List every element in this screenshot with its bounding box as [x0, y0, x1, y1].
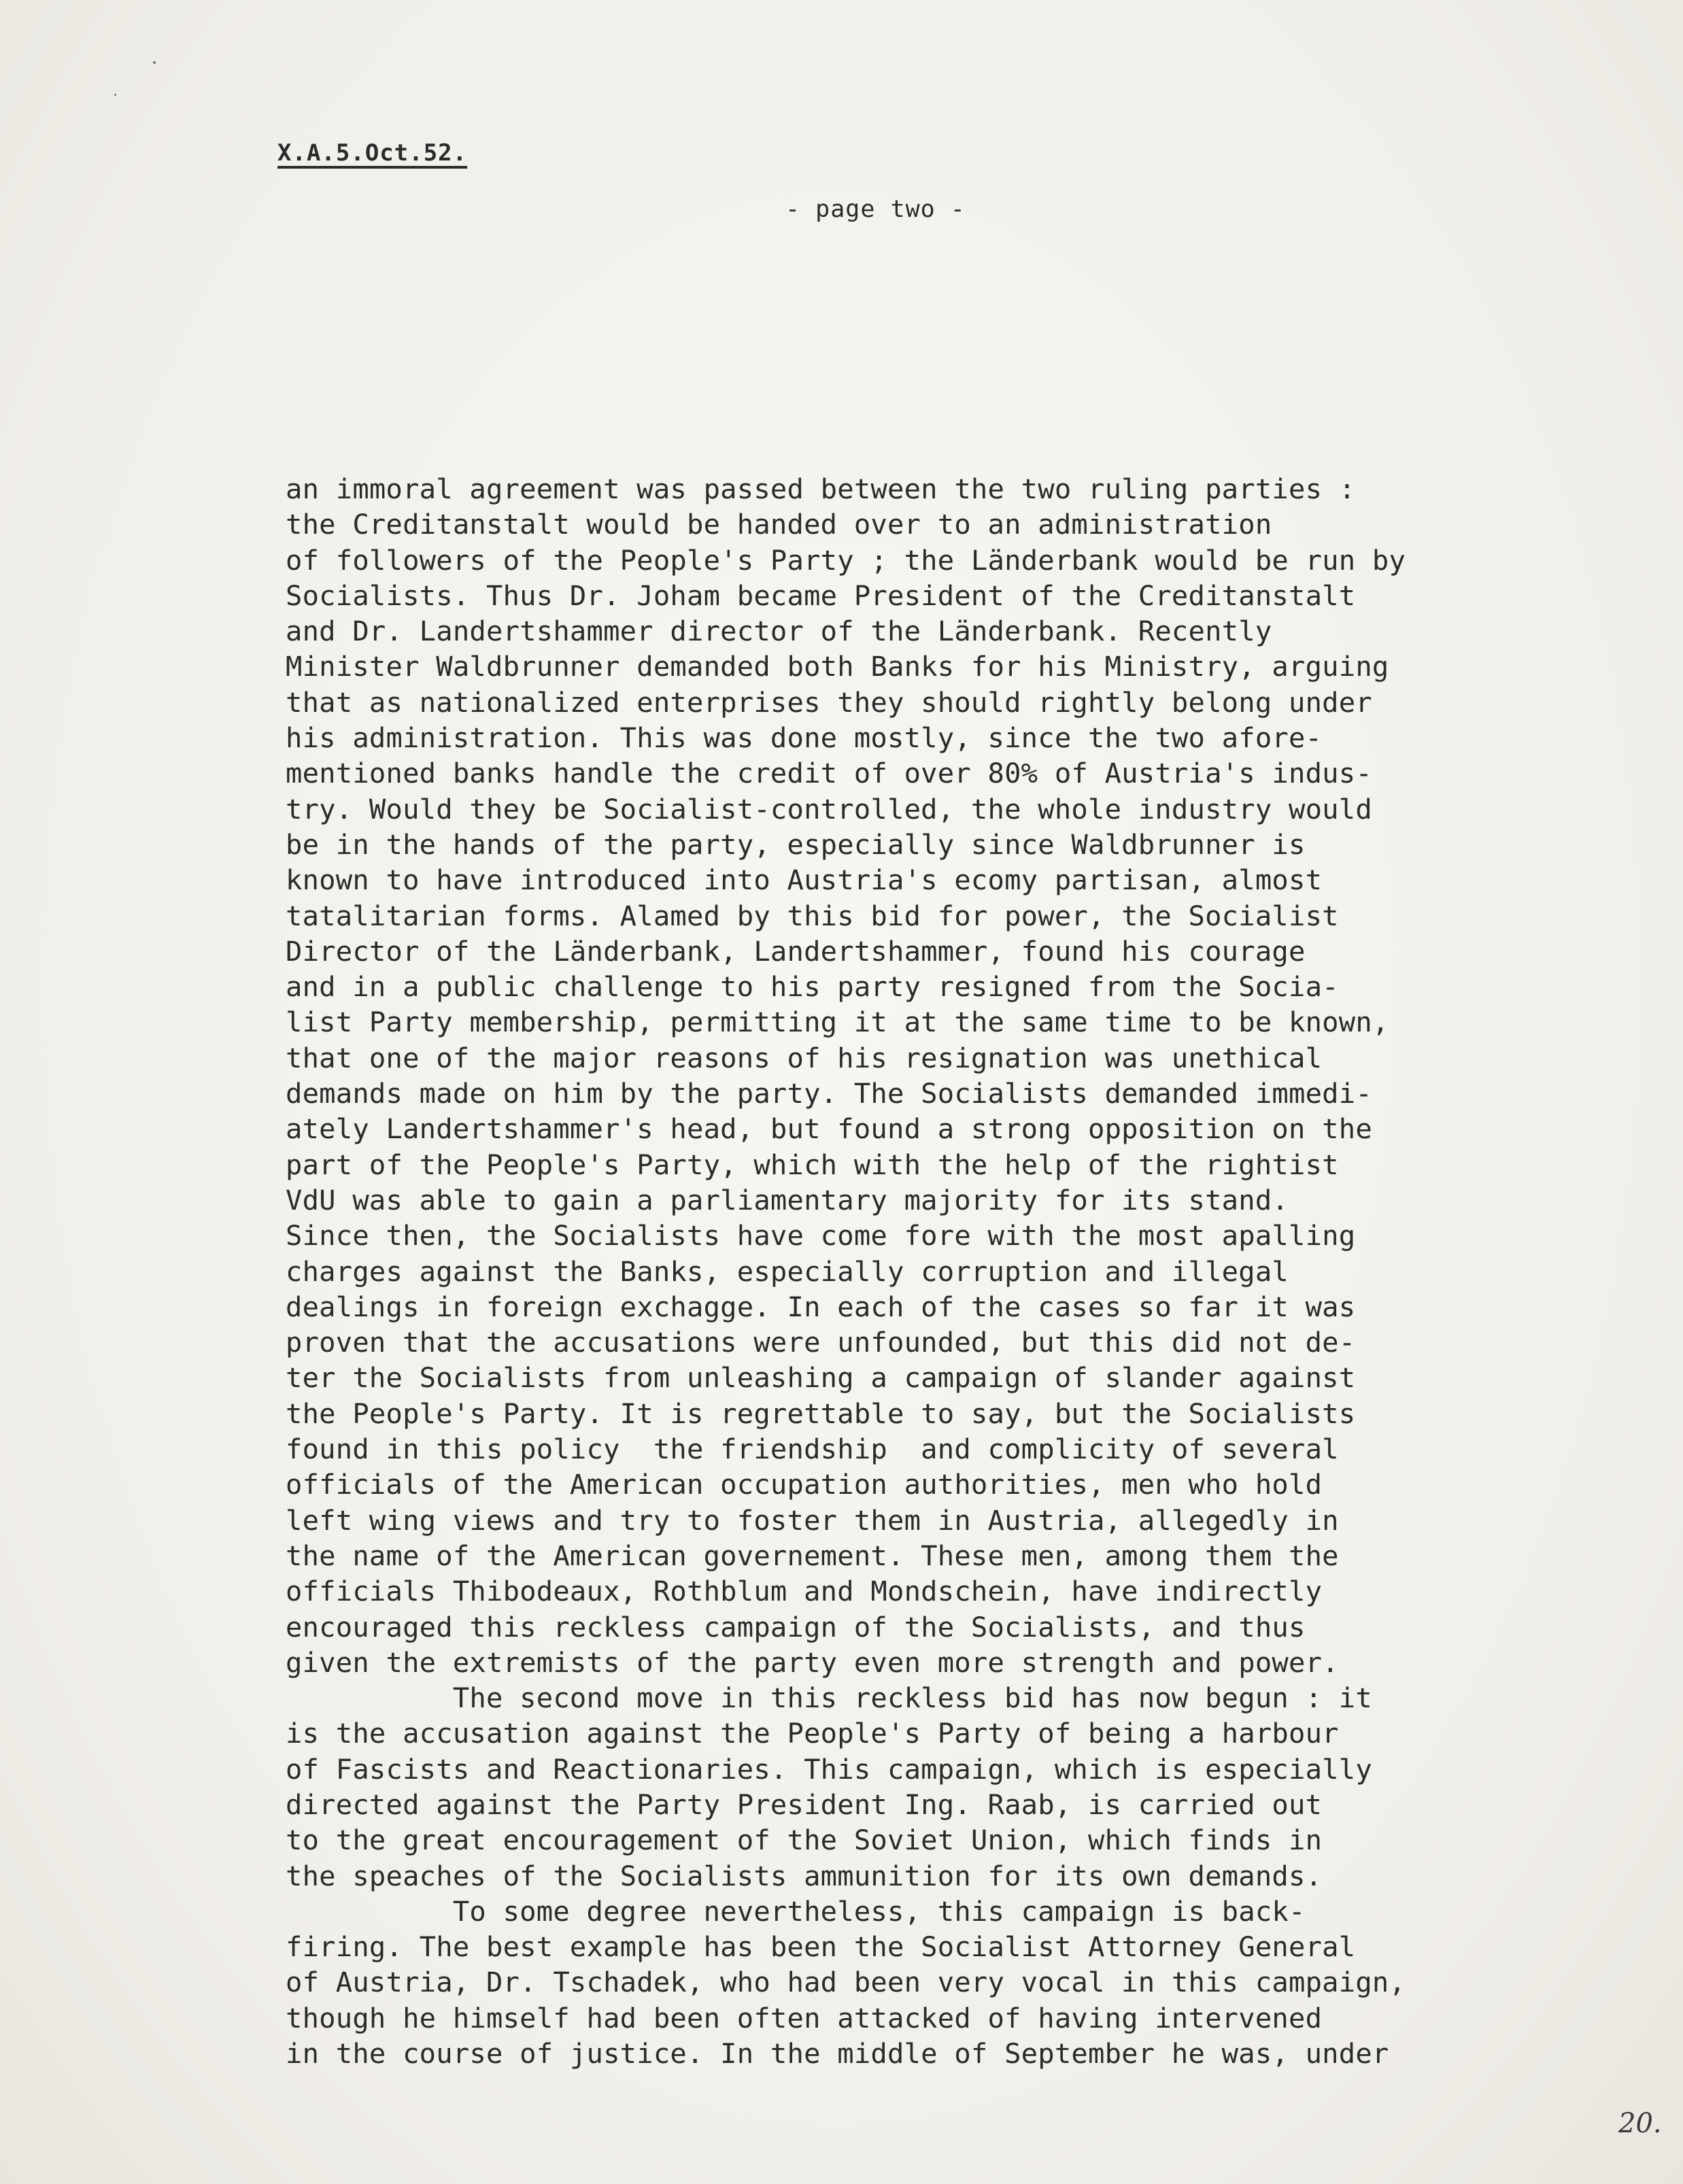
document-reference: X.A.5.Oct.52.	[277, 139, 468, 167]
text-line: Since then, the Socialists have come fore with the most apalling	[286, 1219, 1356, 1252]
text-line: and Dr. Landertshammer director of the Länderbank. Recently	[286, 615, 1272, 648]
page-number: 20.	[1618, 2108, 1662, 2139]
text-line: an immoral agreement was passed between the two ruling parties :	[286, 473, 1356, 505]
text-line: try. Would they be Socialist-controlled, the whole industry would	[286, 792, 1372, 825]
text-line: demands made on him by the party. The Socialists demanded immedi-	[286, 1077, 1372, 1110]
text-line: found in this policy the friendship and complicity of several	[286, 1433, 1339, 1466]
text-line: to the great encouragement of the Soviet Union, which finds in	[286, 1824, 1323, 1857]
text-line: the Creditanstalt would be handed over to an administration	[286, 508, 1272, 541]
text-line: To some degree nevertheless, this campaign is back-	[286, 1894, 1306, 1928]
text-line: of followers of the People's Party ; the Länderbank would be run by	[286, 543, 1406, 577]
text-line: ter the Socialists from unleashing a campaign of slander against	[286, 1361, 1356, 1395]
text-line: encouraged this reckless campaign of the Socialists, and thus	[286, 1610, 1306, 1643]
text-line: of Fascists and Reactionaries. This campaign, which is especially	[286, 1752, 1372, 1786]
document-body	[286, 471, 1618, 2071]
text-line: his administration. This was done mostly, since the two afore-	[286, 721, 1323, 755]
text-line: given the extremists of the party even more strength and power.	[286, 1645, 1339, 1679]
text-line: the speaches of the Socialists ammunition for its own demands.	[286, 1859, 1323, 1892]
text-line: the People's Party. It is regrettable to say, but the Socialists	[286, 1397, 1356, 1430]
paper-speck	[153, 61, 156, 64]
text-line: the name of the American governement. These men, among them the	[286, 1539, 1339, 1572]
text-line: that as nationalized enterprises they should rightly belong under	[286, 685, 1372, 719]
text-line: firing. The best example has been the Socialist Attorney General	[286, 1930, 1356, 1964]
paper-speck	[114, 94, 116, 96]
text-line: that one of the major reasons of his resignation was unethical	[286, 1041, 1323, 1074]
text-line: part of the People's Party, which with the help of the rightist	[286, 1148, 1339, 1181]
text-line: The second move in this reckless bid has now begun : it	[286, 1682, 1372, 1715]
text-line: be in the hands of the party, especially since Waldbrunner is	[286, 827, 1306, 861]
text-line: Director of the Länderbank, Landertshammer, found his courage	[286, 934, 1306, 968]
text-line: VdU was able to gain a parliamentary majority for its stand.	[286, 1183, 1289, 1216]
text-line: known to have introduced into Austria's ecomy partisan, almost	[286, 864, 1323, 897]
text-line: and in a public challenge to his party resigned from the Socia-	[286, 970, 1339, 1004]
text-line: in the course of justice. In the middle of September he was, under	[286, 2037, 1389, 2070]
text-line: is the accusation against the People's Party of being a harbour	[286, 1717, 1339, 1750]
text-line: officials of the American occupation authorities, men who hold	[286, 1468, 1323, 1501]
text-line: left wing views and try to foster them in Austria, allegedly in	[286, 1503, 1339, 1537]
text-line: directed against the Party President Ing. Raab, is carried out	[286, 1788, 1323, 1821]
text-line: tatalitarian forms. Alamed by this bid for power, the Socialist	[286, 899, 1339, 932]
text-line: charges against the Banks, especially corruption and illegal	[286, 1255, 1289, 1288]
text-line: list Party membership, permitting it at the same time to be known,	[286, 1006, 1389, 1039]
text-line: ately Landertshammer's head, but found a strong opposition on the	[286, 1112, 1372, 1146]
text-line: Socialists. Thus Dr. Joham became President of the Creditanstalt	[286, 579, 1356, 612]
text-line: mentioned banks handle the credit of over 80% of Austria's indus-	[286, 757, 1372, 790]
text-line: though he himself had been often attacked of having intervened	[286, 2001, 1323, 2034]
text-line: proven that the accusations were unfounded, but this did not de-	[286, 1326, 1356, 1359]
text-line: officials Thibodeaux, Rothblum and Mondschein, have indirectly	[286, 1575, 1323, 1608]
text-line: dealings in foreign exchagge. In each of the cases so far it was	[286, 1290, 1356, 1323]
page-heading: - page two -	[785, 196, 966, 223]
text-line: of Austria, Dr. Tschadek, who had been very vocal in this campaign,	[286, 1966, 1406, 1999]
text-line: Minister Waldbrunner demanded both Banks for his Ministry, arguing	[286, 650, 1389, 683]
